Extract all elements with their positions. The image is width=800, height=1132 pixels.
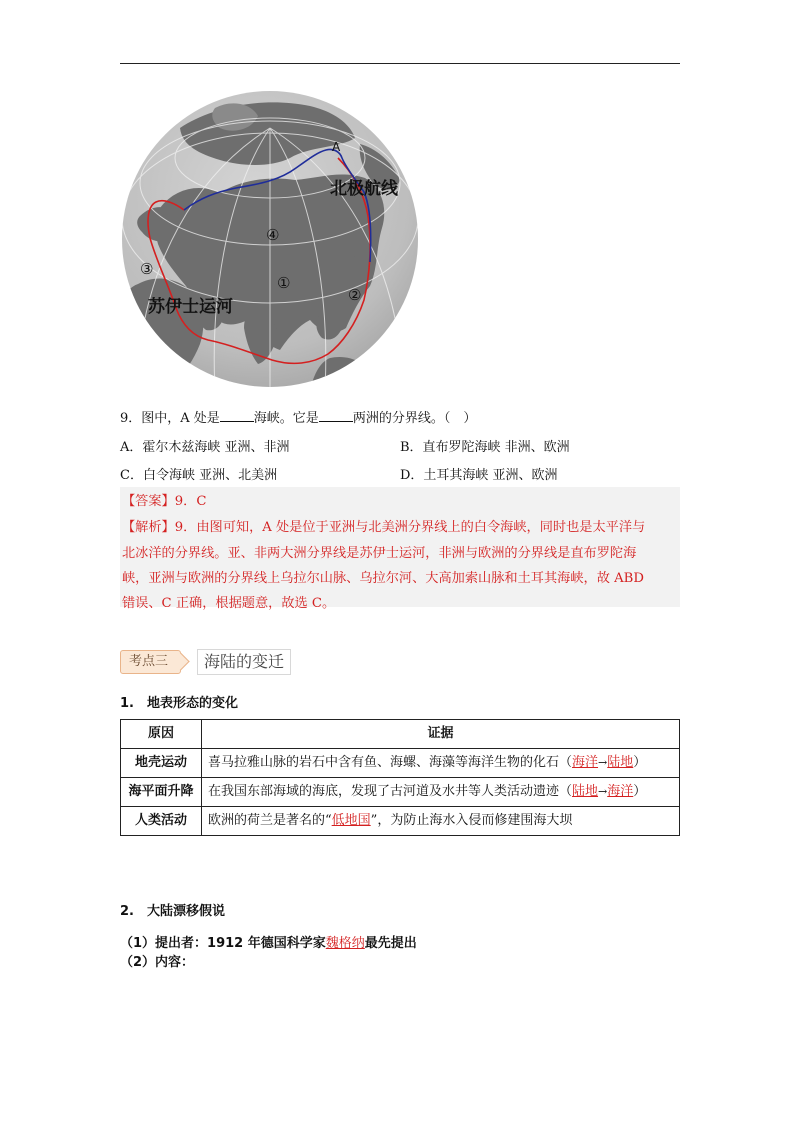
cause-cell: 人类活动 <box>121 807 202 836</box>
arctic-route-map <box>120 88 420 390</box>
evidence-text-end: ”，为防止海水入侵而修建围海大坝 <box>370 813 573 828</box>
arrow-icon: → <box>598 785 608 798</box>
evidence-close: ） <box>633 784 647 799</box>
question-stem-part2: 海峡。它是 <box>253 411 319 426</box>
map-label-suez-canal: 苏伊士运河 <box>148 297 233 317</box>
table-row <box>121 778 680 807</box>
map-label-arctic-route: 北极航线 <box>330 179 398 199</box>
option-b: B．直布罗陀海峡 非洲、欧洲 <box>400 440 570 455</box>
proposer-line <box>120 932 417 951</box>
proposer-label: （1）提出者：1912 年德国科学家 <box>120 936 326 951</box>
content-line: （2）内容： <box>120 955 195 970</box>
cause-cell: 海平面升降 <box>121 778 202 807</box>
table-row <box>121 749 680 778</box>
change-from: 陆地 <box>572 784 599 799</box>
topic-header <box>120 648 291 676</box>
map-marker-4: ④ <box>266 226 280 244</box>
evidence-text: 在我国东部海域的海底，发现了古河道及水井等人类活动遗迹（ <box>208 784 573 799</box>
option-c: C．白令海峡 亚洲、北美洲 <box>120 468 278 483</box>
map-marker-1: ① <box>277 274 291 292</box>
column-header-cause: 原因 <box>121 720 202 749</box>
header-rule <box>120 63 680 64</box>
evidence-cell <box>202 749 680 778</box>
map-label-a: A <box>332 140 341 154</box>
answer-blank-1 <box>220 409 254 422</box>
change-to: 陆地 <box>607 755 634 770</box>
map-marker-2: ② <box>348 286 362 304</box>
section-1-heading: 1. 地表形态的变化 <box>120 696 238 711</box>
evidence-text: 喜马拉雅山脉的岩石中含有鱼、海螺、海藻等海洋生物的化石（ <box>208 755 573 770</box>
table-row <box>121 807 680 836</box>
option-d: D．土耳其海峡 亚洲、欧洲 <box>400 468 558 483</box>
change-to: 海洋 <box>607 784 634 799</box>
proposer-suffix: 最先提出 <box>364 936 417 951</box>
arrow-icon: → <box>598 756 608 769</box>
option-a: A．霍尔木兹海峡 亚洲、非洲 <box>120 440 290 455</box>
explanation-line-1: 【解析】9．由图可知，A 处是位于亚洲与北美洲分界线上的白令海峡，同时也是太平洋与 <box>122 520 646 535</box>
map-marker-3: ③ <box>140 260 154 278</box>
question-stem-part1: 9．图中，A 处是 <box>120 411 220 426</box>
question-stem-part3: 两洲的分界线。（ ） <box>352 411 477 426</box>
answer-explanation-box <box>120 487 680 611</box>
question-stem <box>120 407 476 426</box>
explanation-line-3: 峡，亚洲与欧洲的分界线上乌拉尔山脉、乌拉尔河、大高加索山脉和土耳其海峡，故 ABD <box>122 571 644 586</box>
answer-blank-2 <box>319 409 353 422</box>
evidence-close: ） <box>633 755 647 770</box>
topic-tag: 考点三 <box>120 650 181 674</box>
section-2-heading: 2. 大陆漂移假说 <box>120 904 225 919</box>
change-from: 海洋 <box>572 755 599 770</box>
evidence-table <box>120 719 680 836</box>
cause-cell: 地壳运动 <box>121 749 202 778</box>
explanation-line-4: 错误、C 正确，根据题意，故选 C。 <box>122 596 336 611</box>
answer-line: 【答案】9．C <box>122 494 207 509</box>
evidence-cell <box>202 807 680 836</box>
table-header-row <box>121 720 680 749</box>
highlight-term: 低地国 <box>331 813 371 828</box>
evidence-cell <box>202 778 680 807</box>
proposer-name: 魏格纳 <box>325 936 365 951</box>
topic-title: 海陆的变迁 <box>197 649 291 675</box>
explanation-line-2: 北冰洋的分界线。亚、非两大洲分界线是苏伊士运河，非洲与欧洲的分界线是直布罗陀海 <box>122 546 637 561</box>
column-header-evidence: 证据 <box>202 720 680 749</box>
evidence-text: 欧洲的荷兰是著名的“ <box>208 813 332 828</box>
